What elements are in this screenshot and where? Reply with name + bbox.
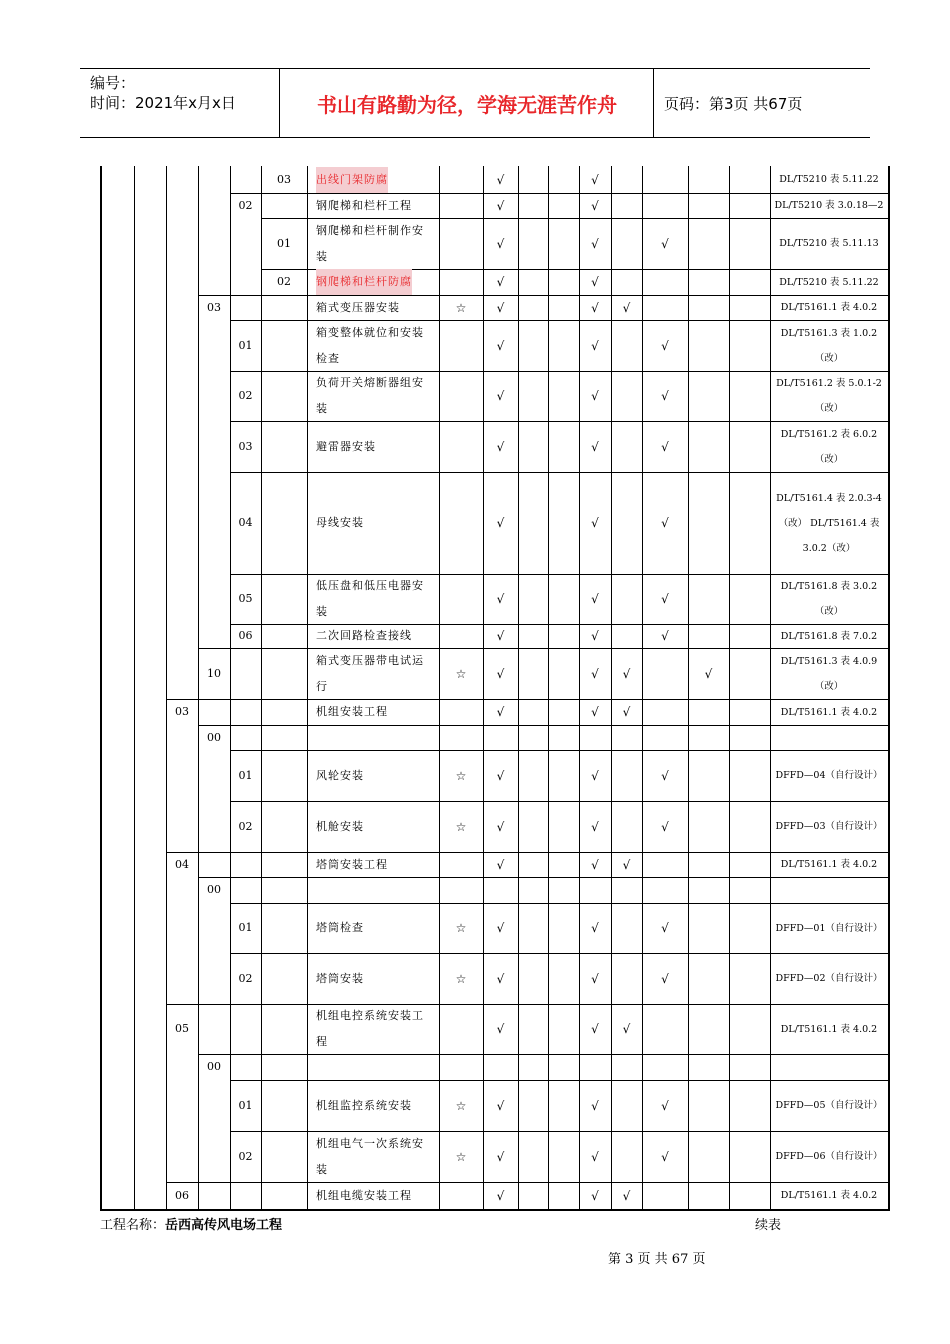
check-mark: √ xyxy=(496,921,505,935)
check-mark: √ xyxy=(591,921,599,935)
standard-reference: DL/T5161.8 表 3.0.2（改） xyxy=(780,581,878,617)
continued-label: 续表 xyxy=(755,1218,782,1233)
check-mark: √ xyxy=(622,857,631,872)
check-mark: √ xyxy=(496,338,505,353)
key-item-star-icon: ☆ xyxy=(455,666,467,681)
key-item-star-icon: ☆ xyxy=(455,1149,467,1164)
inspection-table xyxy=(100,166,890,1211)
project-label: 工程名称： xyxy=(100,1218,166,1233)
check-mark: √ xyxy=(591,172,599,187)
item-name xyxy=(307,193,439,218)
check-mark: √ xyxy=(496,819,505,834)
code-level-4: 01 xyxy=(238,921,253,934)
code-level-2: 04 xyxy=(175,857,189,871)
key-item-star-icon: ☆ xyxy=(455,971,467,986)
item-name xyxy=(307,574,439,624)
grid-line xyxy=(548,166,549,1209)
check-mark: √ xyxy=(661,1098,669,1113)
check-mark: √ xyxy=(496,439,505,454)
item-name xyxy=(307,953,439,1004)
item-name-text: 低压盘和低压电器安装 xyxy=(316,579,424,618)
item-name-text: 机组电控系统安装工程 xyxy=(316,1009,424,1048)
check-mark: √ xyxy=(591,300,599,315)
standard-reference: DL/T5161.2 表 6.0.2（改） xyxy=(780,428,878,465)
item-name xyxy=(307,421,439,472)
check-mark: √ xyxy=(591,198,599,213)
item-name xyxy=(307,648,439,699)
check-mark: √ xyxy=(496,1022,505,1036)
check-mark: √ xyxy=(496,971,505,986)
item-name-text: 避雷器安装 xyxy=(316,439,376,453)
check-mark: √ xyxy=(622,666,631,681)
check-mark: √ xyxy=(704,666,713,681)
check-mark: √ xyxy=(591,629,599,643)
standard-reference: DFFD—01（自行设计） xyxy=(775,922,883,934)
item-name-text: 机组监控系统安装 xyxy=(316,1098,412,1112)
check-mark: √ xyxy=(591,275,599,289)
item-name xyxy=(307,624,439,648)
check-mark: √ xyxy=(591,236,599,251)
code-level-5: 03 xyxy=(277,172,291,186)
check-mark: √ xyxy=(661,629,669,643)
check-mark: √ xyxy=(661,338,669,353)
code-level-2: 03 xyxy=(175,705,189,718)
item-name xyxy=(307,699,439,725)
check-mark: √ xyxy=(591,857,599,872)
code-level-3: 00 xyxy=(207,730,221,744)
standard-reference: DL/T5210 表 5.11.13 xyxy=(779,238,879,249)
check-mark: √ xyxy=(591,1188,599,1203)
check-mark: √ xyxy=(661,236,669,251)
item-name-text: 机组电缆安装工程 xyxy=(316,1188,412,1202)
check-mark: √ xyxy=(496,516,505,530)
code-level-4: 05 xyxy=(238,592,253,605)
code-level-4: 01 xyxy=(238,768,253,782)
check-mark: √ xyxy=(496,857,505,872)
code-level-2: 06 xyxy=(175,1188,189,1202)
check-mark: √ xyxy=(496,705,505,719)
check-mark: √ xyxy=(591,1098,599,1113)
standard-reference: DL/T5161.1 表 4.0.2 xyxy=(780,706,878,718)
check-mark: √ xyxy=(496,389,505,403)
item-name-text: 母线安装 xyxy=(316,516,364,529)
standard-reference: DFFD—05（自行设计） xyxy=(775,1100,883,1111)
item-name xyxy=(307,1080,439,1131)
standard-reference: DL/T5161.2 表 5.0.1-2（改） xyxy=(776,378,882,414)
code-level-4: 02 xyxy=(238,971,253,985)
item-name-text: 钢爬梯和栏杆工程 xyxy=(316,198,412,212)
header-meta xyxy=(80,69,280,137)
standard-reference: DL/T5161.1 表 4.0.2 xyxy=(780,302,878,313)
key-item-star-icon: ☆ xyxy=(455,1098,467,1113)
standard-reference: DL/T5161.1 表 4.0.2 xyxy=(780,859,878,870)
check-mark: √ xyxy=(496,236,505,251)
key-item-star-icon: ☆ xyxy=(455,300,467,315)
standard-reference: DFFD—02（自行设计） xyxy=(775,973,883,984)
item-name xyxy=(307,1182,439,1209)
grid-line xyxy=(729,166,730,1209)
check-mark: √ xyxy=(591,768,599,783)
standard-reference: DL/T5161.3 表 1.0.2（改） xyxy=(780,327,878,364)
check-mark: √ xyxy=(661,516,669,530)
time-label: 时间：2021年x月x日 xyxy=(90,94,236,112)
code-level-4: 04 xyxy=(238,516,253,529)
code-level-3: 00 xyxy=(207,883,221,896)
project-name: 岳西高传风电场工程 xyxy=(165,1218,283,1233)
standard-reference: DL/T5210 表 5.11.22 xyxy=(779,174,879,185)
grid-line xyxy=(134,166,135,1209)
code-level-4: 06 xyxy=(238,629,253,642)
check-mark: √ xyxy=(661,921,669,935)
check-mark: √ xyxy=(591,1022,599,1036)
item-name-text: 二次回路检查接线 xyxy=(316,629,412,642)
check-mark: √ xyxy=(591,592,599,606)
check-mark: √ xyxy=(622,705,631,719)
check-mark: √ xyxy=(661,1149,669,1164)
check-mark: √ xyxy=(496,172,505,187)
code-level-5: 02 xyxy=(277,275,291,288)
check-mark: √ xyxy=(591,338,599,353)
grid-line xyxy=(518,166,519,1209)
check-mark: √ xyxy=(591,666,599,681)
key-item-star-icon: ☆ xyxy=(455,768,467,783)
check-mark: √ xyxy=(661,768,669,783)
check-mark: √ xyxy=(496,1188,505,1203)
code-level-4: 02 xyxy=(238,389,253,402)
grid-line xyxy=(261,166,262,1209)
check-mark: √ xyxy=(496,592,505,606)
code-level-5: 01 xyxy=(277,236,291,250)
item-name-text: 负荷开关熔断器组安装 xyxy=(316,376,424,415)
check-mark: √ xyxy=(591,819,599,834)
number-label: 编号： xyxy=(90,74,136,92)
check-mark: √ xyxy=(496,1098,505,1113)
check-mark: √ xyxy=(591,516,599,530)
item-name xyxy=(307,295,439,320)
item-name-text: 机组电气一次系统安装 xyxy=(316,1136,424,1176)
standard-reference: DL/T5161.4 表 2.0.3-4（改） DL/T5161.4 表 3.0.2（改） xyxy=(776,492,882,554)
standard-reference: DL/T5161.1 表 4.0.2 xyxy=(780,1023,878,1035)
item-name-text: 机组安装工程 xyxy=(316,705,388,718)
item-name xyxy=(307,218,439,269)
item-name xyxy=(307,903,439,953)
item-name xyxy=(307,1004,439,1054)
item-name xyxy=(307,269,439,295)
check-mark: √ xyxy=(661,971,669,986)
item-name-text: 箱变整体就位和安装检查 xyxy=(316,325,424,365)
check-mark: √ xyxy=(661,439,669,454)
item-name xyxy=(307,1131,439,1182)
grid-line xyxy=(198,1054,888,1055)
code-level-2: 05 xyxy=(175,1022,189,1035)
item-name-text: 塔筒安装 xyxy=(316,971,364,985)
check-mark: √ xyxy=(661,819,669,834)
item-name-text: 钢爬梯和栏杆制作安装 xyxy=(316,223,424,263)
check-mark: √ xyxy=(496,300,505,315)
item-name xyxy=(307,371,439,421)
check-mark: √ xyxy=(661,592,669,606)
check-mark: √ xyxy=(591,971,599,986)
header-slogan: 书山有路勤为径，学海无涯苦作舟 xyxy=(281,69,654,137)
check-mark: √ xyxy=(496,666,505,681)
standard-reference: DFFD—03（自行设计） xyxy=(775,821,883,832)
code-level-4: 02 xyxy=(238,198,253,212)
grid-line xyxy=(198,725,888,726)
item-name xyxy=(307,801,439,852)
check-mark: √ xyxy=(622,1022,631,1036)
table-footer xyxy=(100,1214,890,1233)
item-name xyxy=(307,166,439,193)
check-mark: √ xyxy=(496,198,505,213)
code-level-4: 03 xyxy=(238,439,253,453)
key-item-star-icon: ☆ xyxy=(455,921,467,935)
grid-line xyxy=(198,877,888,878)
check-mark: √ xyxy=(622,300,631,315)
item-name xyxy=(307,472,439,574)
standard-reference: DL/T5161.8 表 7.0.2 xyxy=(780,630,878,642)
page-footer: 第 3 页 共 67 页 xyxy=(608,1252,706,1267)
code-level-4: 01 xyxy=(238,338,253,352)
standard-reference: DL/T5210 表 3.0.18—2 xyxy=(774,200,884,211)
item-name xyxy=(307,320,439,371)
code-level-4: 02 xyxy=(238,1149,253,1163)
standard-reference: DFFD—06（自行设计） xyxy=(775,1151,883,1162)
check-mark: √ xyxy=(622,1188,631,1203)
check-mark: √ xyxy=(591,705,599,719)
page-header xyxy=(80,68,870,138)
code-level-4: 02 xyxy=(238,819,253,833)
check-mark: √ xyxy=(591,439,599,454)
item-name-text: 机舱安装 xyxy=(316,819,364,833)
header-page-label: 页码：第3页 共67页 xyxy=(664,94,803,113)
check-mark: √ xyxy=(496,768,505,783)
item-name-text: 箱式变压器带电试运行 xyxy=(316,653,424,693)
check-mark: √ xyxy=(661,389,669,403)
standard-reference: DL/T5161.3 表 4.0.9（改） xyxy=(780,655,878,692)
key-item-star-icon: ☆ xyxy=(455,819,467,834)
item-name-text: 箱式变压器安装 xyxy=(316,300,400,314)
standard-reference: DL/T5161.1 表 4.0.2 xyxy=(780,1190,878,1201)
code-level-3: 00 xyxy=(207,1060,221,1073)
code-level-4: 01 xyxy=(238,1098,253,1112)
check-mark: √ xyxy=(496,275,505,289)
check-mark: √ xyxy=(591,389,599,403)
item-name-text: 风轮安装 xyxy=(316,768,364,782)
item-name xyxy=(307,750,439,801)
code-level-3: 03 xyxy=(207,300,221,314)
item-name xyxy=(307,852,439,877)
item-name-text: 塔筒安装工程 xyxy=(316,857,388,871)
standard-reference: DL/T5210 表 5.11.22 xyxy=(779,276,879,288)
code-level-3: 10 xyxy=(207,666,221,680)
check-mark: √ xyxy=(496,629,505,643)
item-name-text: 出线门架防腐 xyxy=(316,167,388,193)
check-mark: √ xyxy=(496,1149,505,1164)
check-mark: √ xyxy=(591,1149,599,1164)
item-name-text: 钢爬梯和栏杆防腐 xyxy=(316,269,412,295)
standard-reference: DFFD—04（自行设计） xyxy=(775,770,883,781)
item-name-text: 塔筒检查 xyxy=(316,921,364,934)
